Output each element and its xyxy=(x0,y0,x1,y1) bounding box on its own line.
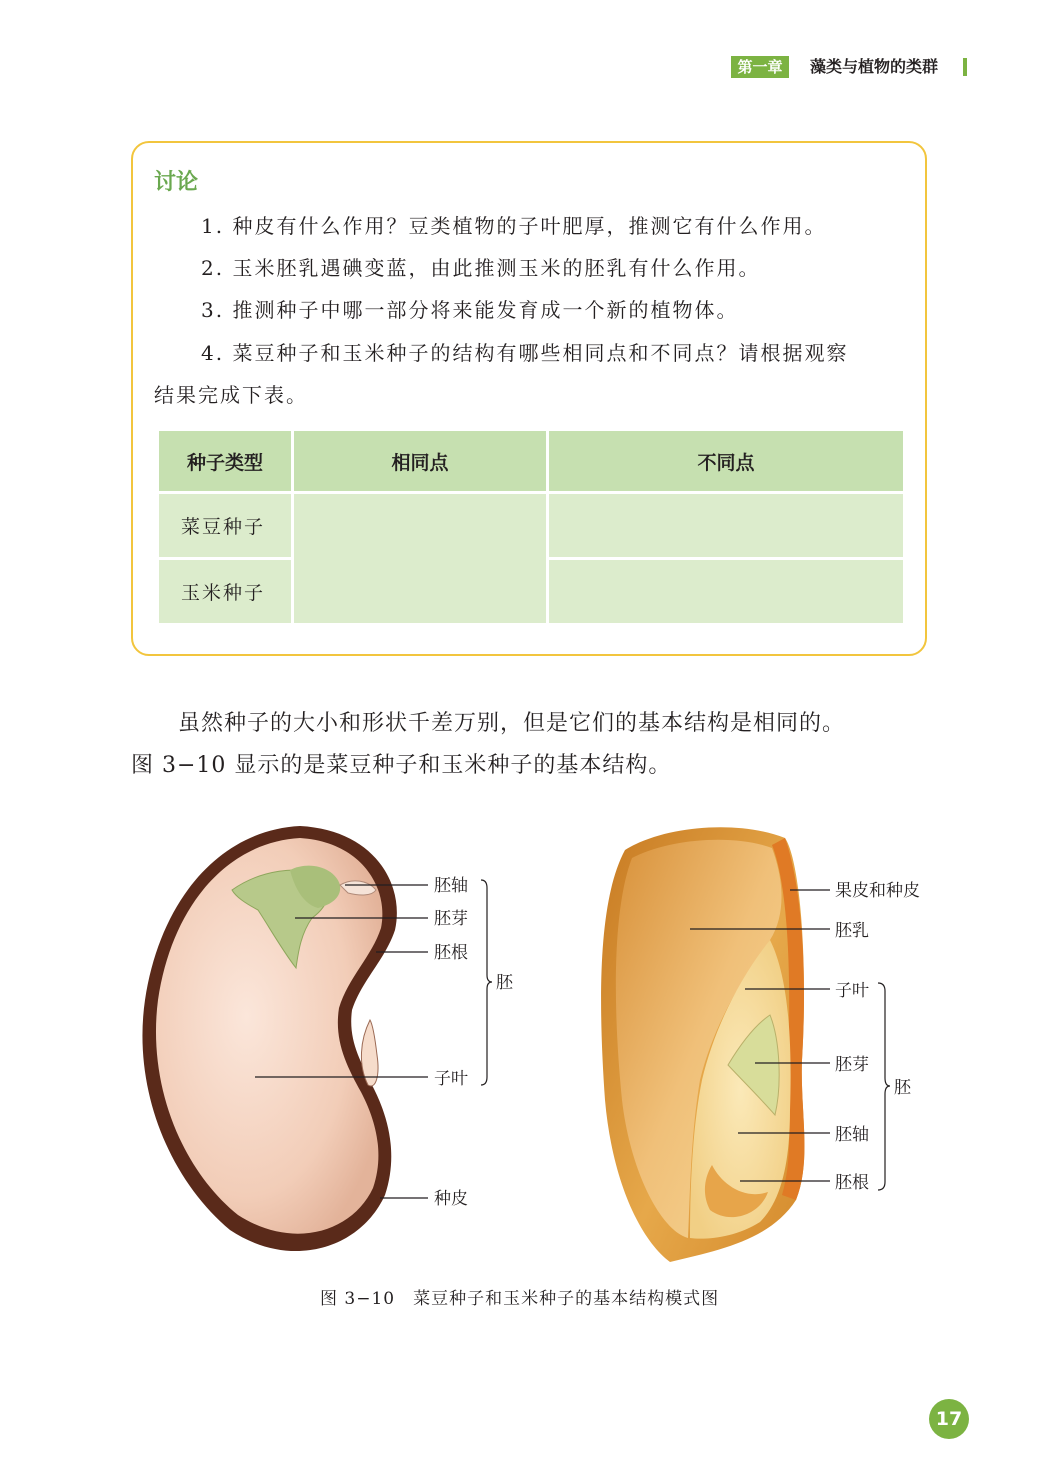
bean-seed-coat xyxy=(142,826,396,1251)
corn-differences-cell[interactable] xyxy=(548,559,905,625)
corn-embryo xyxy=(690,940,791,1239)
bean-label-axis: 胚轴 xyxy=(434,876,468,896)
table-row xyxy=(158,493,905,559)
bean-radicle xyxy=(361,1020,378,1086)
corn-leader-lines xyxy=(690,890,890,1190)
chapter-bar xyxy=(963,58,967,76)
bean-plumule-leaf xyxy=(290,866,340,908)
table-header-seed-type: 种子类型 xyxy=(158,430,293,493)
corn-label-axis: 胚轴 xyxy=(835,1125,869,1145)
comparison-table xyxy=(156,428,906,626)
corn-label-bud: 胚芽 xyxy=(835,1055,869,1075)
bean-cotyledon xyxy=(156,838,382,1234)
chapter-tag: 第一章 xyxy=(731,56,789,78)
table-header-similarities: 相同点 xyxy=(293,430,548,493)
bean-label-coat: 种皮 xyxy=(434,1189,468,1209)
corn-label-cotyledon: 子叶 xyxy=(835,981,869,1001)
bean-differences-cell[interactable] xyxy=(548,493,905,559)
table-header-row xyxy=(158,430,905,493)
corn-pericarp xyxy=(601,827,804,1262)
question-4-continued: 结果完成下表。 xyxy=(154,383,308,407)
question-1: 1. 种皮有什么作用？豆类植物的子叶肥厚，推测它有什么作用。 xyxy=(201,214,827,238)
bean-seed-illustration xyxy=(142,826,396,1251)
bean-label-root: 胚根 xyxy=(434,943,468,963)
bean-label-embryo: 胚 xyxy=(496,973,513,993)
bean-label-cotyledon: 子叶 xyxy=(434,1069,468,1089)
body-paragraph-line-1: 虽然种子的大小和形状千差万别，但是它们的基本结构是相同的。 xyxy=(178,711,846,736)
question-2: 2. 玉米胚乳遇碘变蓝，由此推测玉米的胚乳有什么作用。 xyxy=(201,256,761,280)
corn-label-endosperm: 胚乳 xyxy=(835,921,869,941)
corn-label-embryo: 胚 xyxy=(894,1078,911,1098)
corn-radicle xyxy=(705,1165,768,1217)
body-paragraph-line-2: 图 3−10 显示的是菜豆种子和玉米种子的基本结构。 xyxy=(131,753,672,778)
discussion-title: 讨论 xyxy=(154,170,199,195)
question-4: 4. 菜豆种子和玉米种子的结构有哪些相同点和不同点？请根据观察 xyxy=(201,341,849,365)
corn-label-root: 胚根 xyxy=(835,1173,869,1193)
corn-plumule xyxy=(728,1015,779,1115)
question-3: 3. 推测种子中哪一部分将来能发育成一个新的植物体。 xyxy=(201,298,739,322)
row-label-bean: 菜豆种子 xyxy=(158,493,293,559)
corn-endosperm xyxy=(616,840,782,1238)
chapter-title: 藻类与植物的类群 xyxy=(810,57,939,76)
bean-hypocotyl xyxy=(340,881,376,895)
page-number: 17 xyxy=(929,1399,969,1439)
similarities-cell[interactable] xyxy=(293,493,548,625)
corn-seed-illustration xyxy=(601,827,804,1262)
table-header-differences: 不同点 xyxy=(548,430,905,493)
bean-label-bud: 胚芽 xyxy=(434,909,468,929)
corn-pericarp-rim xyxy=(772,838,804,1200)
bean-leader-lines xyxy=(255,880,492,1198)
bean-plumule xyxy=(232,870,329,968)
corn-label-pericarp: 果皮和种皮 xyxy=(835,881,920,901)
figure-caption: 图 3−10 菜豆种子和玉米种子的基本结构模式图 xyxy=(320,1289,720,1309)
row-label-corn: 玉米种子 xyxy=(158,559,293,625)
